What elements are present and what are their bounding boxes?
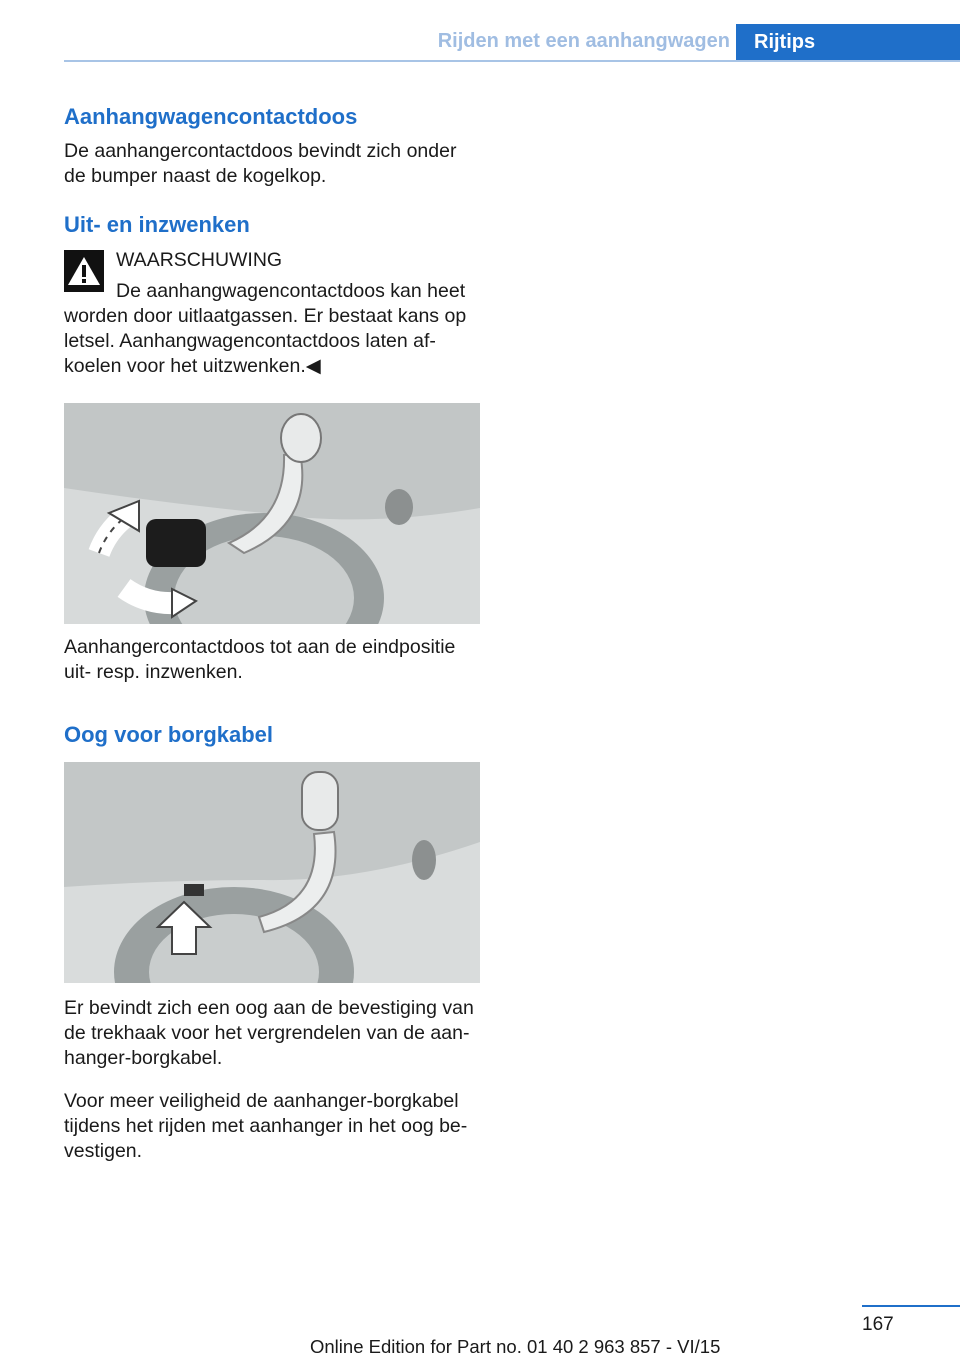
figure-swing-socket — [64, 403, 480, 624]
section-title-inzwenken-wrap — [64, 212, 482, 238]
eye-paragraph-1-block — [64, 996, 482, 1071]
figure-caption: Aanhangercontactdoos tot aan de eindpositie uit- resp. inzwenken. — [64, 636, 456, 683]
section-title-oog: Oog voor borgkabel — [64, 722, 274, 747]
edition-footer: Online Edition for Part no. 01 40 2 963 857 - VI/15 — [310, 1336, 721, 1357]
section-title-contactdoos: Aanhangwagencontactdoos — [64, 104, 358, 129]
figure-safety-eye — [64, 762, 480, 983]
page-number: 167 — [862, 1314, 894, 1335]
section-contactdoos — [64, 104, 482, 189]
figure-caption-block — [64, 635, 482, 685]
section-title-inzwenken: Uit- en inzwenken — [64, 212, 250, 237]
warning-label: WAARSCHUWING — [116, 249, 283, 271]
warning-text: De aanhangwagencontactdoos kan heet worden door uitlaatgassen. Er bestaat kans op letsel. Aanhangwagencontactdoos laten af-koelen voor het uitzwenken.◀ — [64, 280, 467, 377]
eye-paragraph-2-block — [64, 1089, 482, 1164]
eye-paragraph-2: Voor meer veiligheid de aanhanger-borgkabel tijdens het rijden met aanhanger in het oog be-vestigen. — [64, 1090, 468, 1162]
warning-block — [64, 248, 482, 379]
header-section-title: Rijden met een aanhangwagen — [437, 30, 730, 52]
footer-rule — [862, 1305, 960, 1307]
section-title-oog-wrap — [64, 722, 482, 748]
header-rule — [64, 60, 960, 62]
contactdoos-paragraph: De aanhangercontactdoos bevindt zich onder de bumper naast de kogelkop. — [64, 140, 457, 187]
eye-paragraph-1: Er bevindt zich een oog aan de bevestiging van de trekhaak voor het vergrendelen van de aan-hanger-borgkabel. — [64, 997, 474, 1069]
header-chapter-tab: Rijtips — [736, 24, 960, 62]
